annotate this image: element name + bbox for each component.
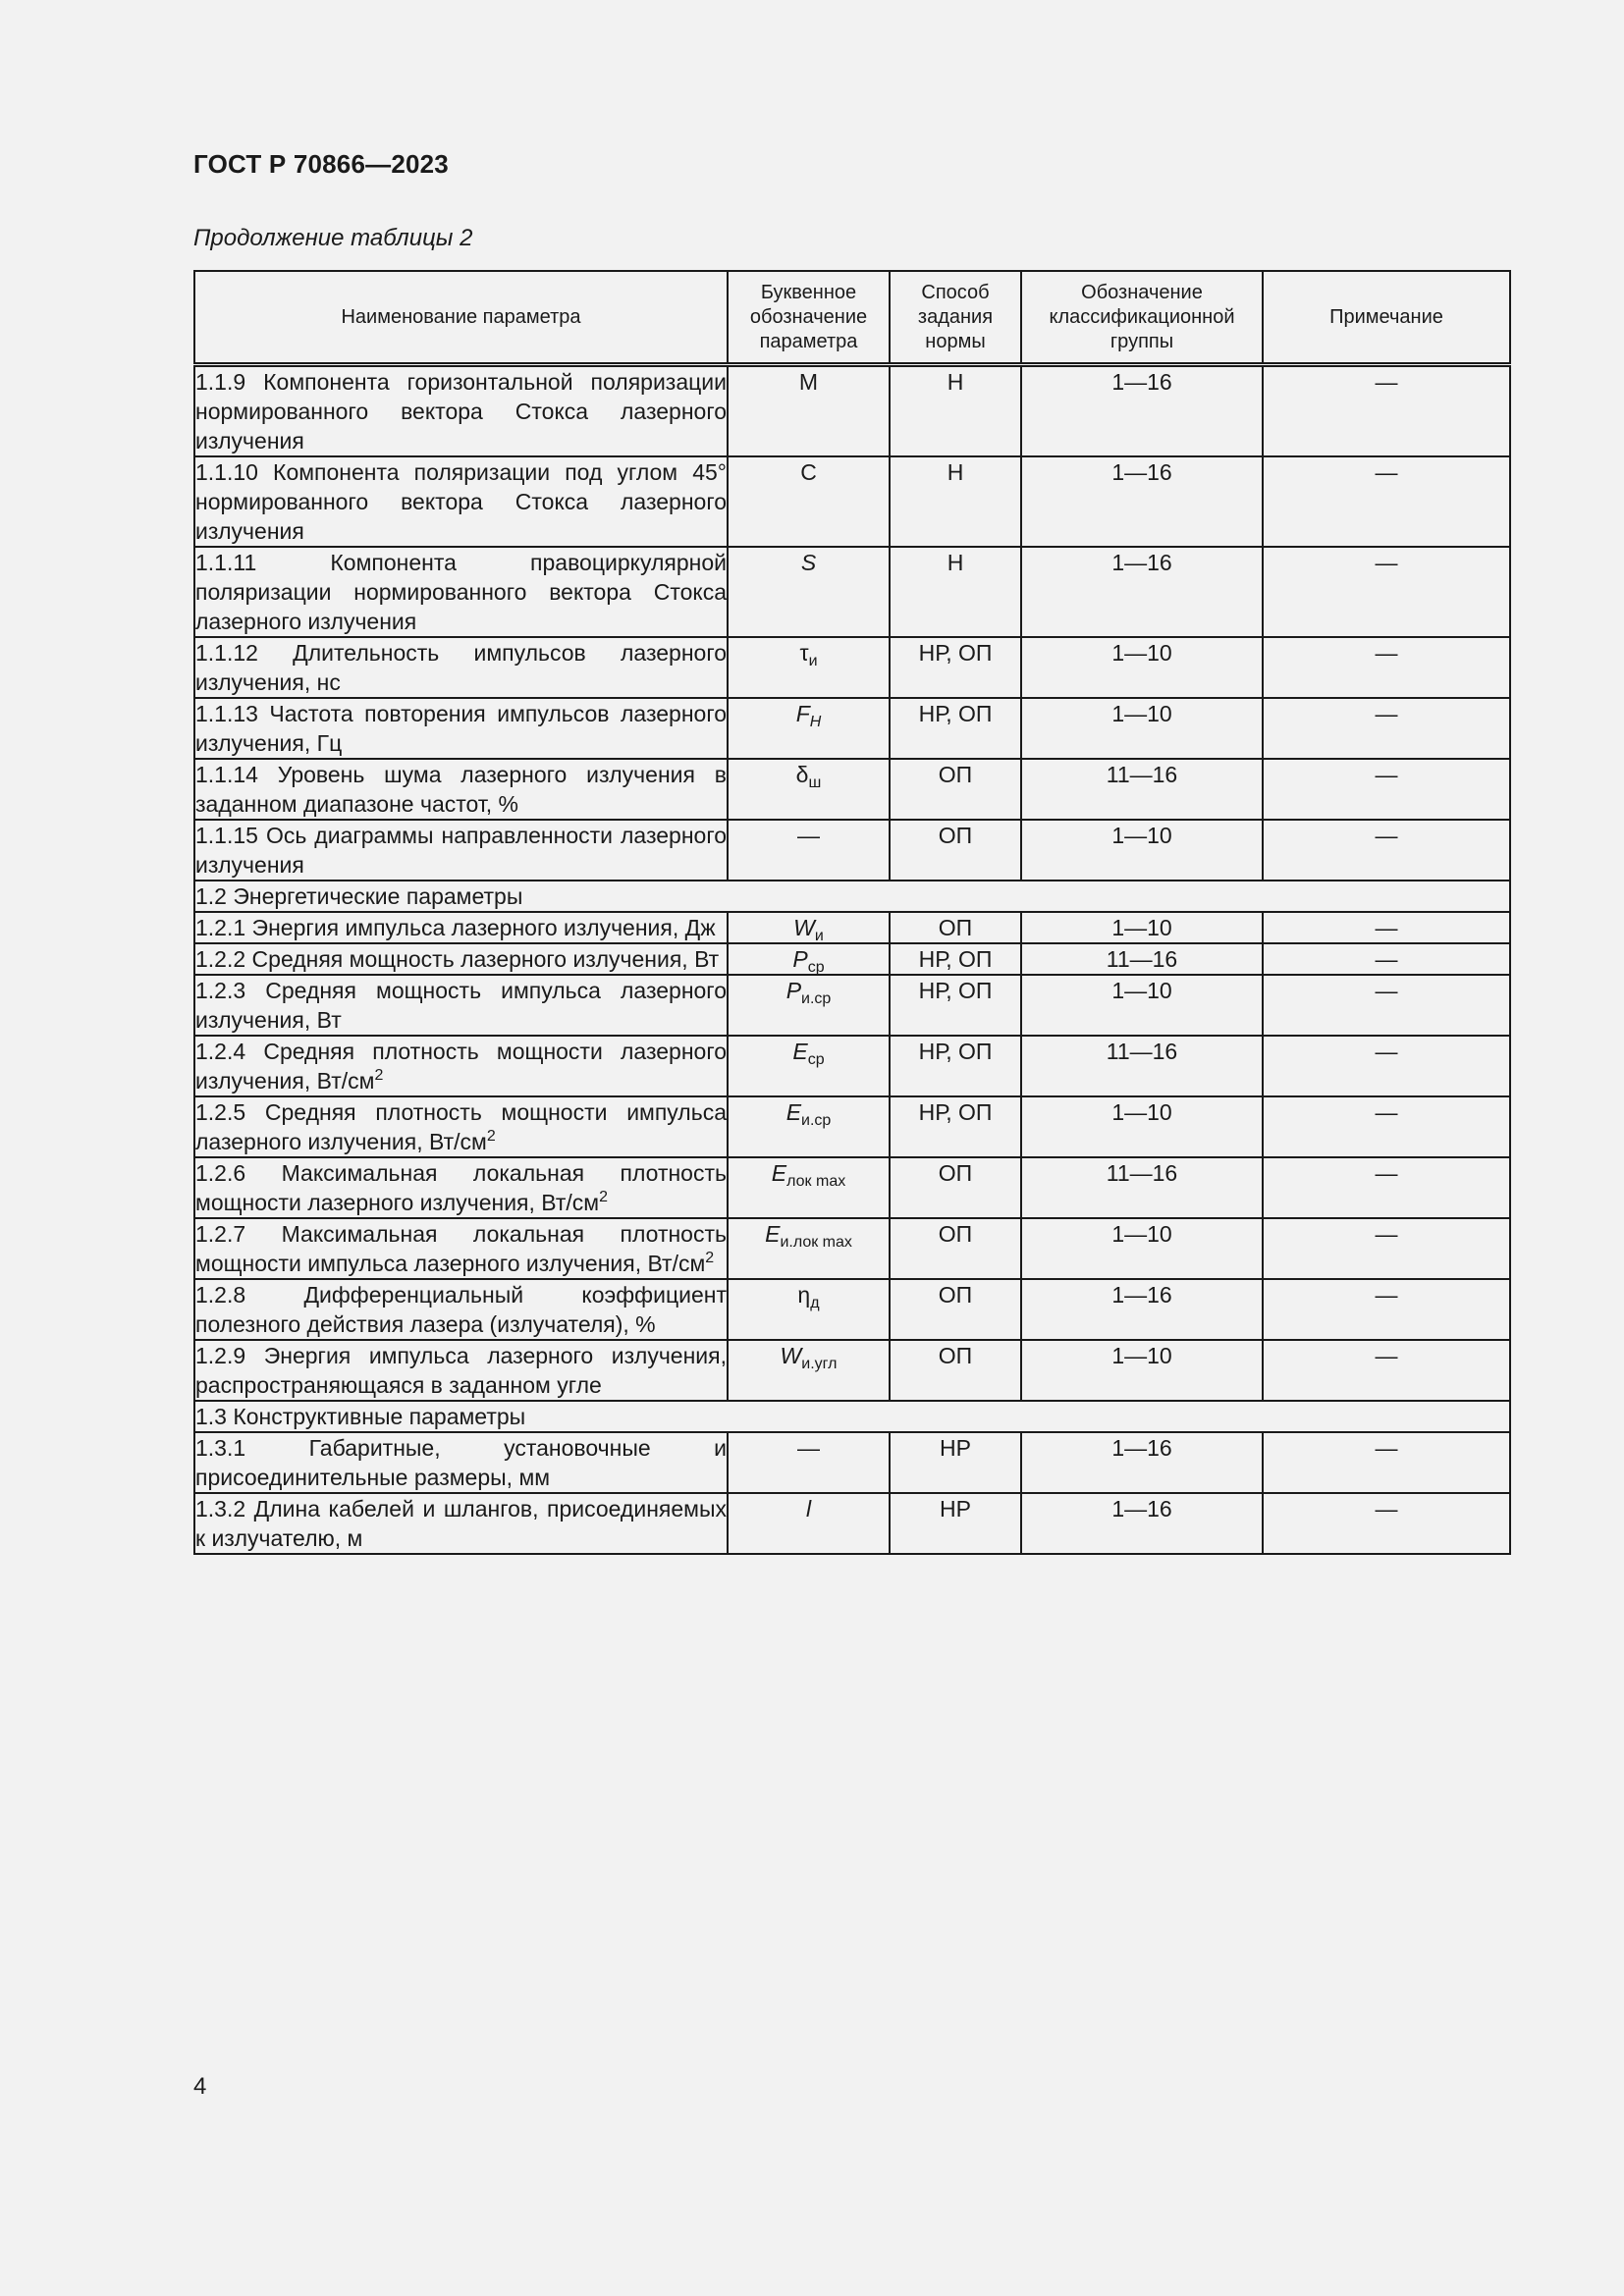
parameter-name-cell [194,912,728,943]
classification-group-cell: 1—10 [1021,820,1263,881]
parameters-table [193,270,1511,1555]
norm-mode-cell: ОП [890,912,1021,943]
norm-mode-cell: Н [890,365,1021,457]
symbol-subscript: ср [807,959,825,976]
parameter-name-cell [194,456,728,547]
parameter-symbol-cell [728,943,890,975]
norm-mode-cell: Н [890,547,1021,637]
table-row [194,1340,1510,1401]
symbol-base: — [797,823,820,848]
parameter-symbol-cell [728,912,890,943]
norm-mode-cell: ОП [890,1340,1021,1401]
symbol-base: τ [799,640,809,666]
classification-group-cell: 1—10 [1021,1218,1263,1279]
parameter-name-cell [194,365,728,457]
classification-group-cell: 1—10 [1021,975,1263,1036]
parameter-name-cell [194,1036,728,1096]
classification-group-cell: 1—16 [1021,1493,1263,1554]
parameter-name: 1.1.14 Уровень шума лазерного излучения в заданном диапазоне частот, % [195,762,727,817]
note-cell: — [1263,1096,1510,1157]
norm-mode-cell: НР, ОП [890,637,1021,698]
parameter-name: 1.3.1 Габаритные, установочные и присоединительные размеры, мм [195,1435,727,1490]
table-row [194,698,1510,759]
symbol-base: E [771,1160,787,1186]
note-cell: — [1263,912,1510,943]
symbol-subscript: H [809,714,822,730]
table-row [194,1218,1510,1279]
norm-mode-cell: НР, ОП [890,698,1021,759]
parameter-name-cell [194,759,728,820]
norm-mode-cell: ОП [890,759,1021,820]
symbol-base: W [780,1343,802,1368]
classification-group-cell: 11—16 [1021,1157,1263,1218]
parameter-symbol-cell [728,1493,890,1554]
norm-mode-cell: ОП [890,1279,1021,1340]
symbol-base: F [795,701,810,726]
column-header-note: Примечание [1263,271,1510,365]
table-row [194,1157,1510,1218]
parameter-name-cell [194,1157,728,1218]
note-cell: — [1263,1432,1510,1493]
parameter-symbol-cell [728,1340,890,1401]
symbol-base: E [765,1221,781,1247]
parameter-name: 1.1.11 Компонента правоциркулярной поляризации нормированного вектора Стокса лазерного излучения [195,550,727,634]
parameter-name-cell [194,975,728,1036]
parameter-name: 1.2.2 Средняя мощность лазерного излучения, Вт [195,946,720,972]
parameter-name-cell [194,1432,728,1493]
column-header-group: Обозначение классификационной группы [1021,271,1263,365]
symbol-subscript: ср [807,1051,825,1068]
symbol-base: δ [795,762,809,787]
parameter-symbol-cell [728,637,890,698]
parameter-name: 1.1.10 Компонента поляризации под углом 45° нормированного вектора Стокса лазерного излучения [195,459,727,544]
parameter-symbol-cell [728,1432,890,1493]
classification-group-cell: 1—16 [1021,1432,1263,1493]
symbol-base: M [798,369,819,395]
symbol-base: E [785,1099,802,1125]
note-cell: — [1263,698,1510,759]
classification-group-cell: 11—16 [1021,1036,1263,1096]
note-cell: — [1263,759,1510,820]
parameter-name: 1.1.13 Частота повторения импульсов лазерного излучения, Гц [195,701,727,756]
parameter-symbol-cell [728,820,890,881]
table-row [194,820,1510,881]
symbol-base: l [805,1496,812,1522]
classification-group-cell: 1—10 [1021,1340,1263,1401]
table-row [194,1432,1510,1493]
note-cell: — [1263,456,1510,547]
note-cell: — [1263,1218,1510,1279]
column-header-mode: Способ задания нормы [890,271,1021,365]
norm-mode-cell: НР, ОП [890,943,1021,975]
table-caption: Продолжение таблицы 2 [193,225,473,251]
norm-mode-cell: Н [890,456,1021,547]
norm-mode-cell: ОП [890,1218,1021,1279]
norm-mode-cell: ОП [890,820,1021,881]
parameter-name: 1.2.4 Средняя плотность мощности лазерного излучения, Вт/см [195,1039,727,1094]
note-cell: — [1263,1036,1510,1096]
parameter-name-cell [194,637,728,698]
parameter-symbol-cell [728,365,890,457]
parameter-name: 1.2.8 Дифференциальный коэффициент полезного действия лазера (излучателя), % [195,1282,727,1337]
symbol-subscript: ш [808,774,822,791]
parameter-symbol-cell [728,1218,890,1279]
note-cell: — [1263,1279,1510,1340]
parameter-symbol-cell [728,975,890,1036]
classification-group-cell: 1—16 [1021,456,1263,547]
symbol-subscript: и.ср [801,990,832,1007]
symbol-subscript: и.ср [801,1112,832,1129]
parameter-name: 1.1.12 Длительность импульсов лазерного излучения, нс [195,640,727,695]
symbol-subscript: и [808,653,818,669]
note-cell: — [1263,943,1510,975]
symbol-subscript: и.лок max [780,1234,852,1251]
parameter-name-cell [194,698,728,759]
table-row [194,547,1510,637]
parameter-symbol-cell [728,759,890,820]
parameter-name: 1.2.5 Средняя плотность мощности импульса лазерного излучения, Вт/см [195,1099,727,1154]
table-row [194,759,1510,820]
note-cell: — [1263,637,1510,698]
table-section-row [194,881,1510,912]
note-cell: — [1263,820,1510,881]
table-row [194,1493,1510,1554]
symbol-base: C [800,459,817,485]
note-cell: — [1263,1157,1510,1218]
unit-exponent: 2 [599,1189,609,1205]
norm-mode-cell: НР, ОП [890,1036,1021,1096]
parameter-name: 1.1.9 Компонента горизонтальной поляризации нормированного вектора Стокса лазерного излучения [195,369,727,454]
norm-mode-cell: НР [890,1493,1021,1554]
unit-exponent: 2 [705,1250,715,1266]
table-row [194,365,1510,457]
note-cell: — [1263,975,1510,1036]
table-section-row [194,1401,1510,1432]
table-row [194,456,1510,547]
symbol-base: W [793,915,815,940]
symbol-base: η [797,1282,811,1308]
symbol-base: P [785,978,802,1003]
norm-mode-cell: ОП [890,1157,1021,1218]
note-cell: — [1263,547,1510,637]
parameter-name-cell [194,1340,728,1401]
symbol-base: E [792,1039,808,1064]
table-row [194,1096,1510,1157]
parameter-symbol-cell [728,1036,890,1096]
column-header-symbol: Буквенное обозначение параметра [728,271,890,365]
parameter-name-cell [194,820,728,881]
classification-group-cell: 1—10 [1021,637,1263,698]
classification-group-cell: 1—16 [1021,365,1263,457]
parameter-name-cell [194,547,728,637]
table-row [194,943,1510,975]
column-header-name: Наименование параметра [194,271,728,365]
symbol-base: S [800,550,817,575]
norm-mode-cell: НР, ОП [890,975,1021,1036]
parameter-name-cell [194,943,728,975]
table-row [194,975,1510,1036]
classification-group-cell: 1—16 [1021,547,1263,637]
parameter-name: 1.1.15 Ось диаграммы направленности лазерного излучения [195,823,727,878]
parameter-symbol-cell [728,1096,890,1157]
parameter-symbol-cell [728,1157,890,1218]
classification-group-cell: 11—16 [1021,943,1263,975]
symbol-base: — [797,1435,820,1461]
parameter-name: 1.2.3 Средняя мощность импульса лазерного излучения, Вт [195,978,727,1033]
parameter-name-cell [194,1096,728,1157]
classification-group-cell: 1—16 [1021,1279,1263,1340]
symbol-subscript: д [810,1295,820,1311]
classification-group-cell: 1—10 [1021,698,1263,759]
classification-group-cell: 1—10 [1021,912,1263,943]
section-title: 1.2 Энергетические параметры [194,881,1510,912]
parameter-name: 1.2.9 Энергия импульса лазерного излучения, распространяющаяся в заданном угле [195,1343,727,1398]
unit-exponent: 2 [486,1128,496,1145]
parameter-name-cell [194,1493,728,1554]
parameter-name-cell [194,1218,728,1279]
page-number: 4 [193,2073,207,2100]
table-row [194,1036,1510,1096]
table-body [194,365,1510,1555]
parameter-symbol-cell [728,1279,890,1340]
table-row [194,637,1510,698]
norm-mode-cell: НР, ОП [890,1096,1021,1157]
symbol-subscript: и [814,928,824,944]
note-cell: — [1263,1340,1510,1401]
symbol-subscript: и.угл [801,1356,838,1372]
parameter-symbol-cell [728,547,890,637]
table-header-row [194,271,1510,365]
symbol-subscript: лок max [786,1173,846,1190]
parameter-name: 1.2.7 Максимальная локальная плотность мощности импульса лазерного излучения, Вт/см [195,1221,727,1276]
unit-exponent: 2 [374,1067,384,1084]
parameter-name-cell [194,1279,728,1340]
parameter-name: 1.3.2 Длина кабелей и шлангов, присоединяемых к излучателю, м [195,1496,727,1551]
note-cell: — [1263,365,1510,457]
parameter-symbol-cell [728,456,890,547]
table-row [194,912,1510,943]
parameter-name: 1.2.1 Энергия импульса лазерного излучения, Дж [195,915,716,940]
document-header: ГОСТ Р 70866—2023 [193,149,449,179]
section-title: 1.3 Конструктивные параметры [194,1401,1510,1432]
parameter-name: 1.2.6 Максимальная локальная плотность мощности лазерного излучения, Вт/см [195,1160,727,1215]
parameter-symbol-cell [728,698,890,759]
classification-group-cell: 1—10 [1021,1096,1263,1157]
note-cell: — [1263,1493,1510,1554]
symbol-base: P [792,946,808,972]
table-row [194,1279,1510,1340]
classification-group-cell: 11—16 [1021,759,1263,820]
norm-mode-cell: НР [890,1432,1021,1493]
